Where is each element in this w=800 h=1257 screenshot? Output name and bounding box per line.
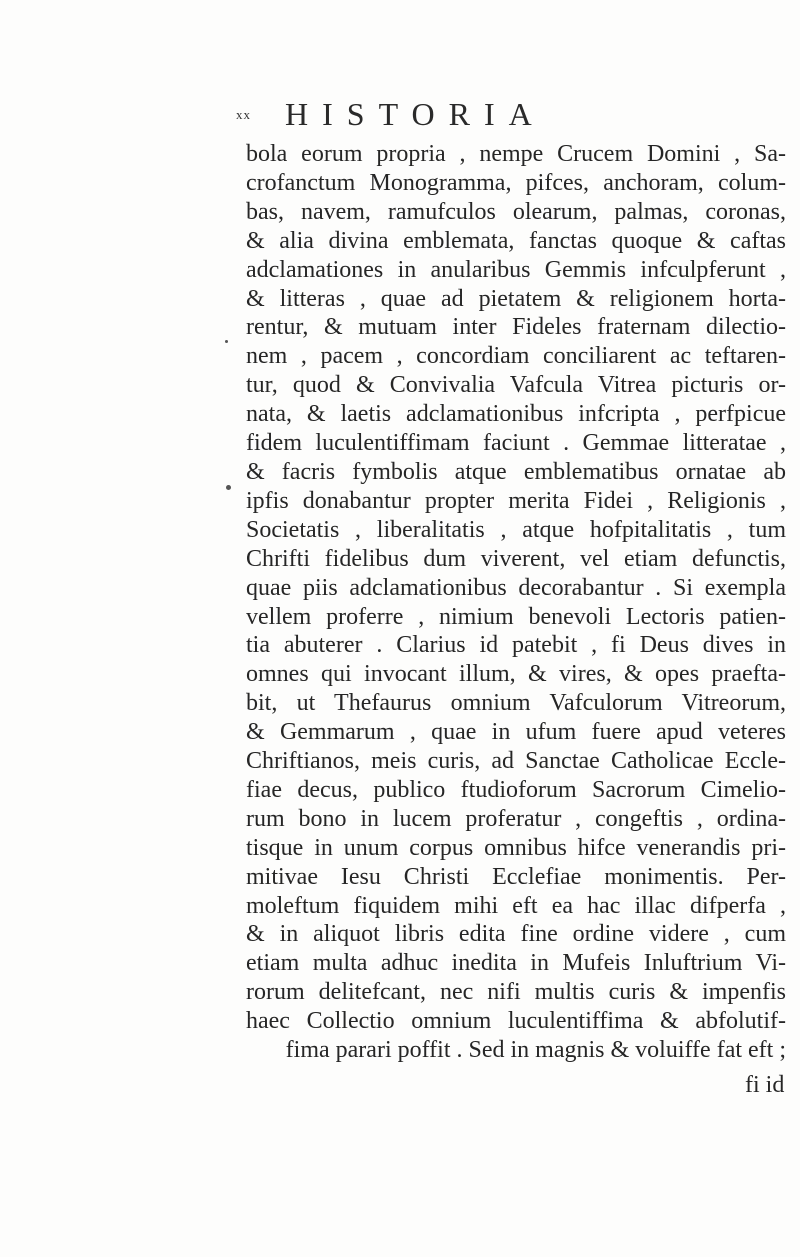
text-line: rum bono in lucem proferatur , congeftis , ordina- xyxy=(246,805,786,832)
text-line: & facris fymbolis atque emblematibus ornatae ab xyxy=(246,458,786,485)
text-line: moleftum fiquidem mihi eft ea hac illac difperfa , xyxy=(246,892,786,919)
text-line: adclamationes in anularibus Gemmis infculpferunt , xyxy=(246,256,786,283)
text-line: & Gemmarum , quae in ufum fuere apud veteres xyxy=(246,719,786,746)
text-line: & litteras , quae ad pietatem & religionem horta- xyxy=(246,285,786,312)
running-title: HISTORIA xyxy=(285,96,546,132)
text-line: fiae decus, publico ftudioforum Sacrorum Cimelio- xyxy=(246,776,786,803)
text-line: rentur, & mutuam inter Fideles fraternam dilectio- xyxy=(246,314,786,341)
text-line: fidem luculentiffimam faciunt . Gemmae litteratae , xyxy=(246,430,786,457)
text-line: bas, navem, ramufculos olearum, palmas, coronas, xyxy=(246,198,786,225)
text-line: vellem proferre , nimium benevoli Lectoris patien- xyxy=(246,603,786,630)
text-line: nata, & laetis adclamationibus infcripta , perfpicue xyxy=(246,401,786,428)
text-line: fima parari poffit . Sed in magnis & voluiffe fat eft ; xyxy=(285,1037,786,1064)
text-line: quae piis adclamationibus decorabantur . Si exempla xyxy=(246,574,786,601)
body-text xyxy=(246,140,786,1065)
text-line: mitivae Iesu Christi Ecclefiae monimentis. Per- xyxy=(246,863,786,890)
text-line: Chriftianos, meis curis, ad Sanctae Catholicae Eccle- xyxy=(246,748,786,775)
text-line: & alia divina emblemata, fanctas quoque & caftas xyxy=(246,227,786,254)
signature-mark: xx xyxy=(236,107,251,122)
text-line: nem , pacem , concordiam conciliarent ac teftaren- xyxy=(246,343,786,370)
text-line: crofanctum Monogramma, pifces, anchoram, colum- xyxy=(246,169,786,196)
text-line: Societatis , liberalitatis , atque hofpitalitatis , tum xyxy=(246,516,786,543)
text-line: omnes qui invocant illum, & vires, & opes praefta- xyxy=(246,661,786,688)
text-line: etiam multa adhuc inedita in Mufeis Inluftrium Vi- xyxy=(246,950,786,977)
text-line: bola eorum propria , nempe Crucem Domini , Sa- xyxy=(246,141,786,167)
text-line: rorum delitefcant, nec nifi multis curis & impenfis xyxy=(246,979,786,1006)
text-line: & in aliquot libris edita fine ordine videre , cum xyxy=(246,921,786,948)
margin-dot xyxy=(225,340,228,343)
text-line: Chrifti fidelibus dum viverent, vel etiam defunctis, xyxy=(246,545,786,572)
text-line: tia abuterer . Clarius id patebit , fi Deus dives in xyxy=(246,632,786,659)
text-line: ipfis donabantur propter merita Fidei , Religionis , xyxy=(246,487,786,514)
catchword: fi id xyxy=(745,1072,785,1098)
text-line: haec Collectio omnium luculentiffima & abfolutif- xyxy=(246,1008,786,1035)
text-line: tisque in unum corpus omnibus hifce venerandis pri- xyxy=(246,834,786,861)
text-line: tur, quod & Convivalia Vafcula Vitrea picturis or- xyxy=(246,372,786,399)
margin-dot xyxy=(226,485,231,490)
text-line: bit, ut Thefaurus omnium Vafculorum Vitreorum, xyxy=(246,690,786,717)
